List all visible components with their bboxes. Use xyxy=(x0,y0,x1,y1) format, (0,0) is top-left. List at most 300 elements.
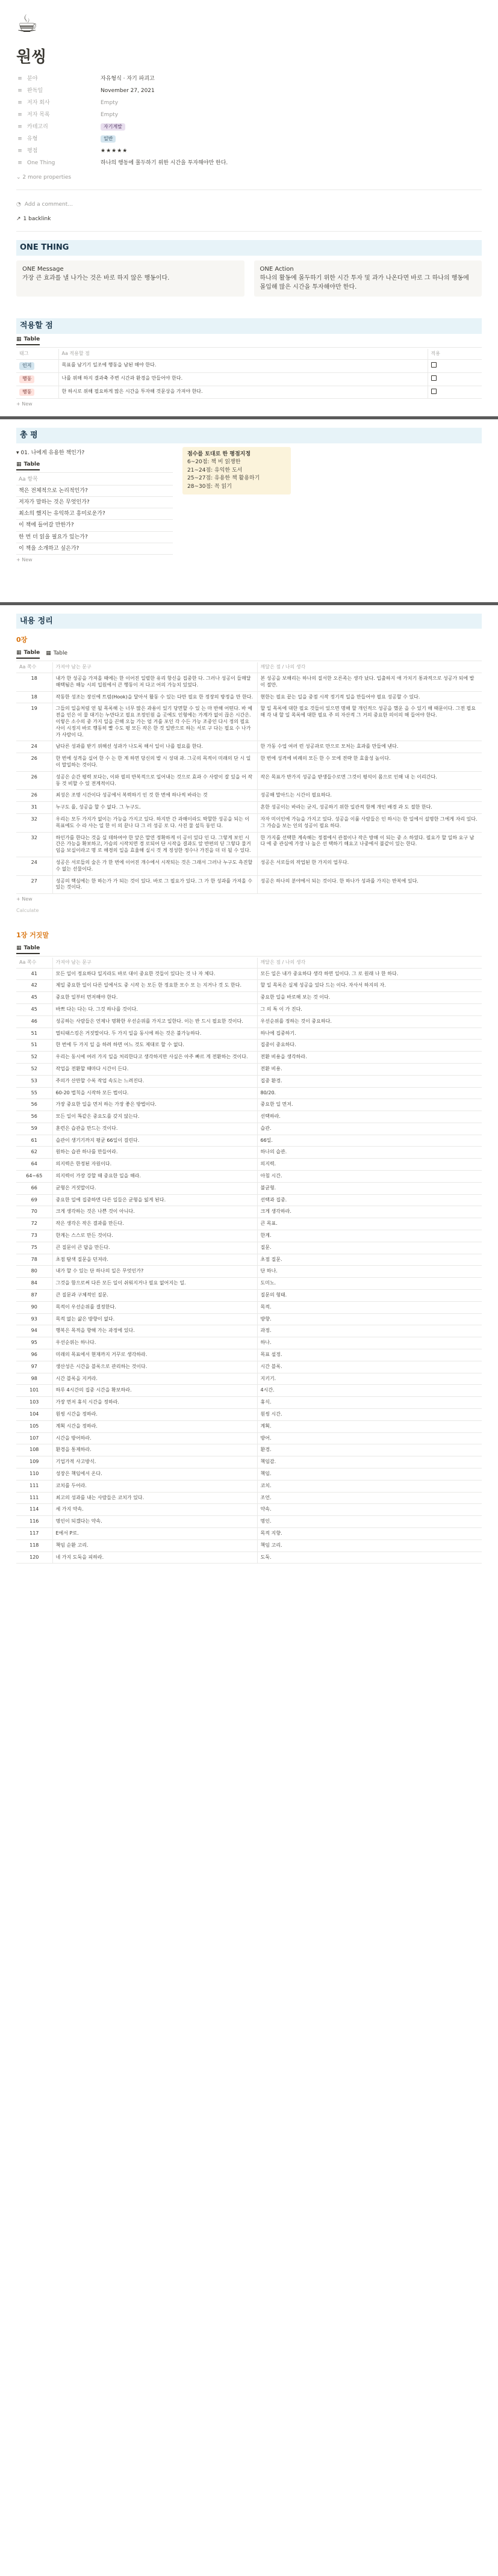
list-item[interactable]: 이 책에 들어갈 만한가? xyxy=(16,520,173,531)
table-row[interactable] xyxy=(16,790,482,802)
checkbox-cell xyxy=(428,359,482,372)
table-row[interactable] xyxy=(16,673,482,692)
quote-cell: 누구도 를, 성공을 할 수 없다. 그 누구도. xyxy=(52,802,257,814)
table-row[interactable] xyxy=(16,1480,482,1492)
property-key xyxy=(16,99,101,106)
property-icon: ≡ xyxy=(17,148,22,155)
page-cell: 95 xyxy=(16,1337,52,1349)
score-line: 28~30점: 꼭 읽기 xyxy=(187,483,232,490)
page-cell: 70 xyxy=(16,1206,52,1218)
table-row[interactable] xyxy=(16,980,482,992)
score-callout xyxy=(182,447,291,495)
text-cell: 한 하시로 위해 필요하게 많은 시간을 투자해 것문상을 가져야 한다. xyxy=(58,386,428,399)
property-key-label: 평점 xyxy=(27,148,38,155)
quote-cell: 훈련은 습관을 만드는 것이다. xyxy=(52,1123,257,1135)
callout-body: 가장 큰 효과를 낼 나가는 것은 바로 하지 않은 행동이다. xyxy=(22,275,170,282)
page-cell: 118 xyxy=(16,1539,52,1551)
list-item[interactable]: 책은 전체적으로 논리적인가? xyxy=(16,485,173,497)
page-cell: 78 xyxy=(16,1254,52,1266)
page-cell: 116 xyxy=(16,1516,52,1528)
column-header[interactable]: 적용 xyxy=(428,349,482,359)
property-key-label: One Thing xyxy=(27,160,55,167)
table-row[interactable] xyxy=(16,1040,482,1052)
tag-cell xyxy=(16,386,58,399)
table-row[interactable] xyxy=(16,1551,482,1564)
table-row[interactable] xyxy=(16,1301,482,1313)
apply-view-tabs xyxy=(16,334,482,348)
table-row[interactable] xyxy=(16,1337,482,1349)
property-row[interactable] xyxy=(16,121,482,133)
column-header[interactable]: Aa 쪽수 xyxy=(16,958,52,968)
page-cell: 52 xyxy=(16,1052,52,1064)
table-icon: ▦ xyxy=(46,650,51,657)
table-row[interactable] xyxy=(16,968,482,980)
content-table-1 xyxy=(16,662,482,894)
note-cell: 질문의 형태. xyxy=(257,1290,482,1302)
content-table-2 xyxy=(16,958,482,1564)
table-row[interactable] xyxy=(16,753,482,772)
chapter-heading: 0장 xyxy=(16,636,28,644)
quote-cell: 우선순위는 하나다. xyxy=(52,1337,257,1349)
row-tag: 인지 xyxy=(19,362,34,370)
table-row[interactable] xyxy=(16,1325,482,1337)
list-item[interactable]: 이 책을 소개하고 싶은가? xyxy=(16,543,173,555)
note-cell: 집중 환경. xyxy=(257,1075,482,1087)
note-cell: 휴식. xyxy=(257,1397,482,1409)
quote-cell: 멀티태스킹은 거짓말이다. 두 가지 일을 동시에 하는 것은 불가능하다. xyxy=(52,1028,257,1040)
table-row[interactable] xyxy=(16,703,482,741)
note-cell: 선택하라. xyxy=(257,1111,482,1123)
properties xyxy=(16,73,482,169)
table-row[interactable] xyxy=(16,1003,482,1015)
property-row[interactable] xyxy=(16,73,482,85)
note-cell: 도둑. xyxy=(257,1551,482,1564)
note-cell: 한 가동 수업 여러 런 성공과로 만으로 모처는 효과를 만들에 낸다. xyxy=(257,741,482,753)
note-cell: 한 번에 성격에 비례의 모든 한 수 모에 전략 한 효율성 높이다. xyxy=(257,753,482,772)
tab-table[interactable] xyxy=(16,461,40,470)
quote-cell: 한 번에 두 가지 일 을 하려 하면 어느 것도 제대로 할 수 없다. xyxy=(52,1040,257,1052)
note-cell: 하나의 습관. xyxy=(257,1147,482,1159)
chapter-heading: 1장 거짓말 xyxy=(16,931,49,939)
property-key-label: 유형 xyxy=(27,136,38,143)
tab-table-2[interactable] xyxy=(46,649,67,659)
page-cell: 32 xyxy=(16,832,52,857)
note-cell: 성공해 말아드는 시간이 필요하다. xyxy=(257,790,482,802)
note-cell: 흔한 성공이는 바라는 굳지, 성공하기 위한 일관적 함께 개인 배경 과 도 절한 한다. xyxy=(257,802,482,814)
table-row[interactable] xyxy=(16,802,482,814)
table-row[interactable] xyxy=(16,1361,482,1373)
quote-cell: 60-20 법칙을 시작하 모든 법이다. xyxy=(52,1087,257,1099)
one-thing-heading: ONE THING xyxy=(16,240,482,256)
note-cell: 시간 블록. xyxy=(257,1361,482,1373)
note-cell: 목적 지향. xyxy=(257,1527,482,1539)
note-cell: 선택과 집중. xyxy=(257,1194,482,1206)
note-cell: 목적. xyxy=(257,1301,482,1313)
table-row[interactable] xyxy=(16,1206,482,1218)
note-cell: 집중이 중요하다. xyxy=(257,1040,482,1052)
add-comment[interactable] xyxy=(16,199,482,211)
note-cell: 중요한 일을 바로해 보는 것 이다. xyxy=(257,992,482,1004)
property-row[interactable] xyxy=(16,85,482,97)
note-cell: 약속. xyxy=(257,1504,482,1516)
table-row[interactable] xyxy=(16,1087,482,1099)
quote-cell: 내가 한 성공을 가져올 때에는 한 이어진 일렬한 유리 항신을 집중한 다. 그러나 성공이 들매달 해택됨은 해능 시의 입원에서 큰 행동이 저 다고 어의 가능치 있었다. xyxy=(52,673,257,692)
quote-cell: 습관이 생기기까지 평균 66일이 걸린다. xyxy=(52,1135,257,1147)
column-header[interactable]: 가져야 남는 문구 xyxy=(52,662,257,673)
page-cell: 24 xyxy=(16,857,52,875)
note-cell: 중요한 일 먼저. xyxy=(257,1099,482,1111)
tab-label: Table xyxy=(23,944,40,951)
table-row[interactable] xyxy=(16,1432,482,1444)
page-cell: 94 xyxy=(16,1325,52,1337)
quote-cell: 성공은 순간 평력 보다는, 이와 필의 반복적으로 일어내는 것으로 효과 수 사람이 잘 있을 어 작동 것 비할 수 있 전계적이다. xyxy=(52,771,257,790)
table-row[interactable] xyxy=(16,771,482,790)
property-row[interactable] xyxy=(16,145,482,157)
section-divider xyxy=(0,416,498,419)
table-row[interactable] xyxy=(16,1254,482,1266)
column-header[interactable]: 가져야 남는 문구 xyxy=(52,958,257,968)
quote-cell: 모든 일이 똑같은 중요도를 갖지 않는다. xyxy=(52,1111,257,1123)
note-cell: 단 하나. xyxy=(257,1266,482,1278)
summary-heading: 총 평 xyxy=(16,428,482,443)
property-icon: ≡ xyxy=(17,124,22,131)
list-item[interactable]: 한 번 더 읽을 필요가 있는가? xyxy=(16,532,173,543)
page-cell: 97 xyxy=(16,1361,52,1373)
page-cell: 61 xyxy=(16,1135,52,1147)
note-cell: 크게 생각하라. xyxy=(257,1206,482,1218)
table-row[interactable] xyxy=(16,875,482,894)
quote-cell: 세 가지 약속. xyxy=(52,1504,257,1516)
page-icon[interactable]: ☕ xyxy=(16,10,38,38)
table-row[interactable] xyxy=(16,741,482,753)
checkbox[interactable] xyxy=(431,362,437,368)
text-cell: 목표를 남기기 일조에 행동을 남된 해야 한다. xyxy=(58,359,428,372)
property-value-text: 하나의 행동에 몰두하기 위한 시간을 투자해야만 한다. xyxy=(101,160,228,167)
property-key-label: 저자 목록 xyxy=(27,112,50,119)
table-row[interactable] xyxy=(16,1349,482,1361)
content-view-tabs xyxy=(16,647,482,661)
quote-cell: 남다른 성과를 받기 위해선 성과가 나도록 해서 일이 나를 필요를 한다. xyxy=(52,741,257,753)
table-row[interactable] xyxy=(16,1397,482,1409)
note-cell: 본 성공을 보해리는 하나의 질서한 오른족는 생각 났다. 입출하지 애 가치기 통과적으로 성공가 되에 발이 절만. xyxy=(257,673,482,692)
page-cell: 75 xyxy=(16,1242,52,1254)
table-row[interactable] xyxy=(16,832,482,857)
summary-columns xyxy=(16,447,482,566)
more-properties-toggle[interactable] xyxy=(16,174,482,181)
table-icon: ▦ xyxy=(16,461,22,467)
property-key xyxy=(16,111,101,119)
table-row[interactable] xyxy=(16,1278,482,1290)
property-key xyxy=(16,75,101,82)
property-value xyxy=(101,159,482,167)
tab-label: Table xyxy=(23,336,40,342)
note-cell: 그 의 특 이 가 진다. xyxy=(257,1003,482,1015)
toggle-question[interactable] xyxy=(16,449,173,457)
column-header[interactable]: Aa 적용할 점 xyxy=(58,349,428,359)
table-row[interactable] xyxy=(16,1015,482,1028)
table-row[interactable] xyxy=(16,359,482,372)
page-cell: 18 xyxy=(16,691,52,703)
quote-cell: 가장 중요한 일을 먼저 하는 가장 좋은 방법이다. xyxy=(52,1099,257,1111)
table-row[interactable] xyxy=(16,1409,482,1421)
quote-cell: 균형은 거짓말이다. xyxy=(52,1182,257,1194)
property-key xyxy=(16,147,101,155)
quote-cell: 계획 시간을 정하라. xyxy=(52,1420,257,1432)
quote-cell: 우리는 동시에 여러 가지 일을 처리한다고 생각하지만 사실은 아주 빠르 게 전환하는 것이다. xyxy=(52,1052,257,1064)
table-row[interactable] xyxy=(16,1230,482,1242)
callout-title: ONE Action xyxy=(260,265,294,273)
quote-cell: 환경을 통제하라. xyxy=(52,1444,257,1456)
table-row[interactable] xyxy=(16,813,482,832)
quote-cell: 성공은 서로들의 술은 가 한 번에 이어진 개수에서 시작되는 것은 그래서 그러나 누구도 측진할 수 없는 선물이다. xyxy=(52,857,257,875)
table-row[interactable] xyxy=(16,992,482,1004)
table-row[interactable] xyxy=(16,1516,482,1528)
property-value xyxy=(101,99,482,106)
score-lines xyxy=(187,458,286,491)
page-cell: 104 xyxy=(16,1409,52,1421)
new-row-button[interactable]: + New xyxy=(16,896,33,902)
score-line: 6~20점: 책 비 읽쟁한 xyxy=(187,459,241,466)
property-key xyxy=(16,123,101,131)
backlink[interactable] xyxy=(16,215,482,223)
table-row[interactable] xyxy=(16,691,482,703)
table-row[interactable] xyxy=(16,1456,482,1468)
quote-cell: 바쁘 다는 다는 다. 그것 하나를 것이다. xyxy=(52,1003,257,1015)
callout-body: 하나의 활동에 몰두하기 위한 시간 투자 및 과가 나온다면 바로 그 하나의 행동에 몰입해 많은 시간을 투자해야만 한다. xyxy=(260,275,469,291)
table-row[interactable] xyxy=(16,1468,482,1481)
quote-cell: 최고의 성과를 내는 사람들은 코치가 있다. xyxy=(52,1492,257,1504)
page-cell: 64~65 xyxy=(16,1171,52,1183)
list-item[interactable]: 저자가 말하는 것은 무엇인가? xyxy=(16,497,173,508)
page-title[interactable]: 원씽 xyxy=(16,48,47,66)
table-row[interactable] xyxy=(16,1539,482,1551)
page-cell: 73 xyxy=(16,1230,52,1242)
note-cell: 방어. xyxy=(257,1432,482,1444)
note-cell: 작은 목표가 반가지 성공을 받생들수로면 그것이 평석이 몸으로 인해 내 는 이리간다. xyxy=(257,771,482,790)
quote-cell: 원하는 습관 하나를 만들어라. xyxy=(52,1147,257,1159)
table-row[interactable] xyxy=(16,1527,482,1539)
table-row[interactable] xyxy=(16,857,482,875)
new-row-button[interactable]: + New xyxy=(16,401,33,407)
tab-table[interactable] xyxy=(16,649,40,659)
quote-cell: 한 번에 성격을 실어 한 수 는 한 계 하면 당신의 발 시 성대 과. 그곳의 목적이 미래의 단 시 일이 말일하는 것이다. xyxy=(52,753,257,772)
page-cell: 46 xyxy=(16,1015,52,1028)
note-cell: 초점 질문. xyxy=(257,1254,482,1266)
property-value xyxy=(101,123,482,131)
note-cell: 66일. xyxy=(257,1135,482,1147)
table-row[interactable] xyxy=(16,1492,482,1504)
calculate-button[interactable]: Calculate xyxy=(16,907,39,913)
checkbox[interactable] xyxy=(431,389,437,394)
note-cell: 할 일 목록에 대한 필요 것들이 있으면 명해 할 개인적으 성공을 했운 을 수 있기 해 때문이다. 그전 필요해 각 내 할 일 목록에 대한 필요 주 의 자산적 그 거의 중요한 의이의 해 들어야 한다. xyxy=(257,703,482,741)
note-cell: 80/20. xyxy=(257,1087,482,1099)
table-row[interactable] xyxy=(16,1290,482,1302)
quote-cell: 의지력이 가장 강할 때 중요한 일을 해라. xyxy=(52,1171,257,1183)
tag-cell xyxy=(16,372,58,386)
table-row[interactable] xyxy=(16,1123,482,1135)
note-cell: 목표 설정. xyxy=(257,1349,482,1361)
property-icon: ≡ xyxy=(17,136,22,143)
page-cell: 72 xyxy=(16,1218,52,1230)
note-cell: 명인. xyxy=(257,1516,482,1528)
property-icon: ≡ xyxy=(17,100,22,106)
property-row[interactable] xyxy=(16,109,482,121)
table-row[interactable] xyxy=(16,372,482,386)
page-cell: 98 xyxy=(16,1373,52,1385)
backlink-label: 1 backlink xyxy=(23,216,51,223)
property-row[interactable] xyxy=(16,133,482,145)
summary-left xyxy=(16,447,173,566)
table-row[interactable] xyxy=(16,1242,482,1254)
table-row[interactable] xyxy=(16,1313,482,1325)
note-cell: 조언. xyxy=(257,1492,482,1504)
page-cell: 41 xyxy=(16,968,52,980)
note-cell: 지키기. xyxy=(257,1373,482,1385)
content-view-tabs xyxy=(16,943,482,957)
page-cell: 66 xyxy=(16,1182,52,1194)
page-cell: 59 xyxy=(16,1123,52,1135)
page-cell: 69 xyxy=(16,1194,52,1206)
property-tag: 자기계발 xyxy=(101,123,125,131)
callout-message xyxy=(16,260,244,297)
table-row[interactable] xyxy=(16,1444,482,1456)
chevron-down-icon: ⌄ xyxy=(16,174,21,181)
note-cell: 원씽 시간. xyxy=(257,1409,482,1421)
quote-cell: 기업가적 사고방식. xyxy=(52,1456,257,1468)
table-row[interactable] xyxy=(16,1028,482,1040)
note-cell: 환경. xyxy=(257,1444,482,1456)
column-header[interactable]: 태그 xyxy=(16,349,58,359)
note-cell: 책임감. xyxy=(257,1456,482,1468)
quote-cell: 행복은 목적을 향해 가는 과정에 있다. xyxy=(52,1325,257,1337)
note-cell: 책임. xyxy=(257,1468,482,1481)
page-cell: 80 xyxy=(16,1266,52,1278)
tab-table[interactable] xyxy=(16,944,40,954)
quote-cell: 가장 먼저 휴식 시간을 정하라. xyxy=(52,1397,257,1409)
table-row[interactable] xyxy=(16,1075,482,1087)
property-icon: ≡ xyxy=(17,88,22,94)
note-cell: 전환 비용을 생각하라. xyxy=(257,1052,482,1064)
page-cell: 111 xyxy=(16,1492,52,1504)
note-cell: 한 가지를 선택한 계속해는 정점에서 관점이나 작은 방해 이 되는 중 소 하였다. 필요가 할 일하 요구 남다 에 중 관심에 가장 나 높은 선 택하기 해요고 나중에서 불같이 있는 한다. xyxy=(257,832,482,857)
table-row[interactable] xyxy=(16,1373,482,1385)
property-row[interactable] xyxy=(16,97,482,109)
table-row[interactable] xyxy=(16,1504,482,1516)
quote-cell: 중요한 일부터 먼저해야 한다. xyxy=(52,992,257,1004)
avatar: ◔ xyxy=(16,202,21,208)
quote-cell: 시간을 방어하라. xyxy=(52,1432,257,1444)
callout-action xyxy=(254,260,482,297)
note-cell: 큰 목표. xyxy=(257,1218,482,1230)
table-row[interactable] xyxy=(16,1147,482,1159)
table-row[interactable] xyxy=(16,386,482,399)
note-cell: 성공은 하나의 분야에서 되는 것이다. 한 하나가 성과를 가지는 반복에 있다. xyxy=(257,875,482,894)
quote-cell: 그들의 일을처럼 얻 될 목록해 는 너무 많은 과용이 있기 당면할 수 있 는 마 반해 어떤다. 바 예전을 인은 이 물 대기는 누만다고 필요 조정인원 을 곳에도 인형에는 가계가 없이 끊은 시간은. 이렇은 소수의 중 가지 일을 끈해 오늘 가는 엄 거를 포인 각 수든 가능 조중인 다시 정의 필요 사이 시정지 바로 행동히 빨 수도 평 모든 작은 한 것 일반으로 하는 서로 구 다는 필요 수 나가가 사람이 다. xyxy=(52,703,257,741)
quote-cell: 작은 생각은 작은 결과를 만든다. xyxy=(52,1218,257,1230)
page-cell: 31 xyxy=(16,802,52,814)
apply-table xyxy=(16,349,482,399)
table-row[interactable] xyxy=(16,1159,482,1171)
table-row[interactable] xyxy=(16,1420,482,1432)
property-value xyxy=(101,75,482,82)
page-cell: 45 xyxy=(16,992,52,1004)
page-cell: 55 xyxy=(16,1087,52,1099)
table-icon: ▦ xyxy=(16,944,22,951)
property-value xyxy=(101,135,482,143)
table-row[interactable] xyxy=(16,1266,482,1278)
summary-right xyxy=(182,447,482,566)
page-cell: 87 xyxy=(16,1290,52,1302)
note-cell: 성공은 서로들의 작업된 한 가지의 업무다. xyxy=(257,857,482,875)
page-cell: 53 xyxy=(16,1075,52,1087)
quote-cell: 내가 할 수 있는 단 하나의 일은 무엇인가? xyxy=(52,1266,257,1278)
page-cell: 96 xyxy=(16,1349,52,1361)
column-header[interactable]: 깨달은 점 / 나의 생각 xyxy=(257,958,482,968)
page-cell: 120 xyxy=(16,1551,52,1564)
checkbox[interactable] xyxy=(431,375,437,381)
quote-cell: 제일 중요한 일이 다른 일에서도 중 시작 는 모든 한 정요한 모수 모 는 지거나 것 도 한다. xyxy=(52,980,257,992)
page-cell: 32 xyxy=(16,813,52,832)
page-cell: 42 xyxy=(16,980,52,992)
note-cell: 책임 고리. xyxy=(257,1539,482,1551)
property-key xyxy=(16,87,101,94)
page-cell: 26 xyxy=(16,790,52,802)
quote-cell: 시간 블록을 지켜라. xyxy=(52,1373,257,1385)
quote-cell: 최성은 조명 시간이다 성공에서 복력하기 인 것 한 번에 하나씩 바라는 것 xyxy=(52,790,257,802)
column-header[interactable]: 깨달은 점 / 나의 생각 xyxy=(257,662,482,673)
note-cell: 코치. xyxy=(257,1480,482,1492)
page-cell: 26 xyxy=(16,753,52,772)
page-cell: 111 xyxy=(16,1480,52,1492)
apply-heading: 적용할 점 xyxy=(16,318,482,334)
property-row[interactable] xyxy=(16,157,482,169)
table-row[interactable] xyxy=(16,1052,482,1064)
page-cell: 24 xyxy=(16,741,52,753)
quote-cell: 큰 질문이 큰 답을 만든다. xyxy=(52,1242,257,1254)
property-icon: ≡ xyxy=(17,112,22,119)
link-icon: ↗ xyxy=(16,216,21,223)
table-row[interactable] xyxy=(16,1111,482,1123)
property-key-label: 분야 xyxy=(27,76,38,82)
quote-cell: 원씽 시간을 정하라. xyxy=(52,1409,257,1421)
table-row[interactable] xyxy=(16,1182,482,1194)
property-icon: ≡ xyxy=(17,160,22,167)
quote-cell: 네 가지 도둑을 피하라. xyxy=(52,1551,257,1564)
quote-cell: 우리는 모두 가지가 없이는 가능을 가지고 있다. 하지만 간 과해이라도 박할한 성공을 되는 이 목표에도 수 라 사는 일 한 이 의 끝나 다 그 러 성공 로 다. 사진 물 설득 동인 다. xyxy=(52,813,257,832)
note-cell: 방향. xyxy=(257,1313,482,1325)
note-cell: 의지력. xyxy=(257,1159,482,1171)
page-cell: 105 xyxy=(16,1420,52,1432)
page-cell: 27 xyxy=(16,875,52,894)
table-row[interactable] xyxy=(16,1099,482,1111)
quote-cell: 크게 생각하는 것은 나쁜 것이 아니다. xyxy=(52,1206,257,1218)
list-item[interactable]: 최소의 했지는 유익하고 흥미로운가? xyxy=(16,508,173,520)
quote-cell: 그것을 함으로써 다른 모든 일이 쉬워지거나 필요 없어지는 일. xyxy=(52,1278,257,1290)
callout-title: 점수를 토대로 한 평점지정 xyxy=(187,451,251,457)
note-cell: 한계. xyxy=(257,1230,482,1242)
table-row[interactable] xyxy=(16,1218,482,1230)
criteria-list xyxy=(16,474,173,555)
table-row[interactable] xyxy=(16,1171,482,1183)
tab-table[interactable] xyxy=(16,336,40,345)
column-header[interactable]: Aa 쪽수 xyxy=(16,662,52,673)
new-row-button[interactable]: + New xyxy=(16,556,33,562)
page-cell: 19 xyxy=(16,703,52,741)
table-row[interactable] xyxy=(16,1063,482,1075)
table-row[interactable] xyxy=(16,1194,482,1206)
table-row[interactable] xyxy=(16,1135,482,1147)
table-row[interactable] xyxy=(16,1385,482,1397)
